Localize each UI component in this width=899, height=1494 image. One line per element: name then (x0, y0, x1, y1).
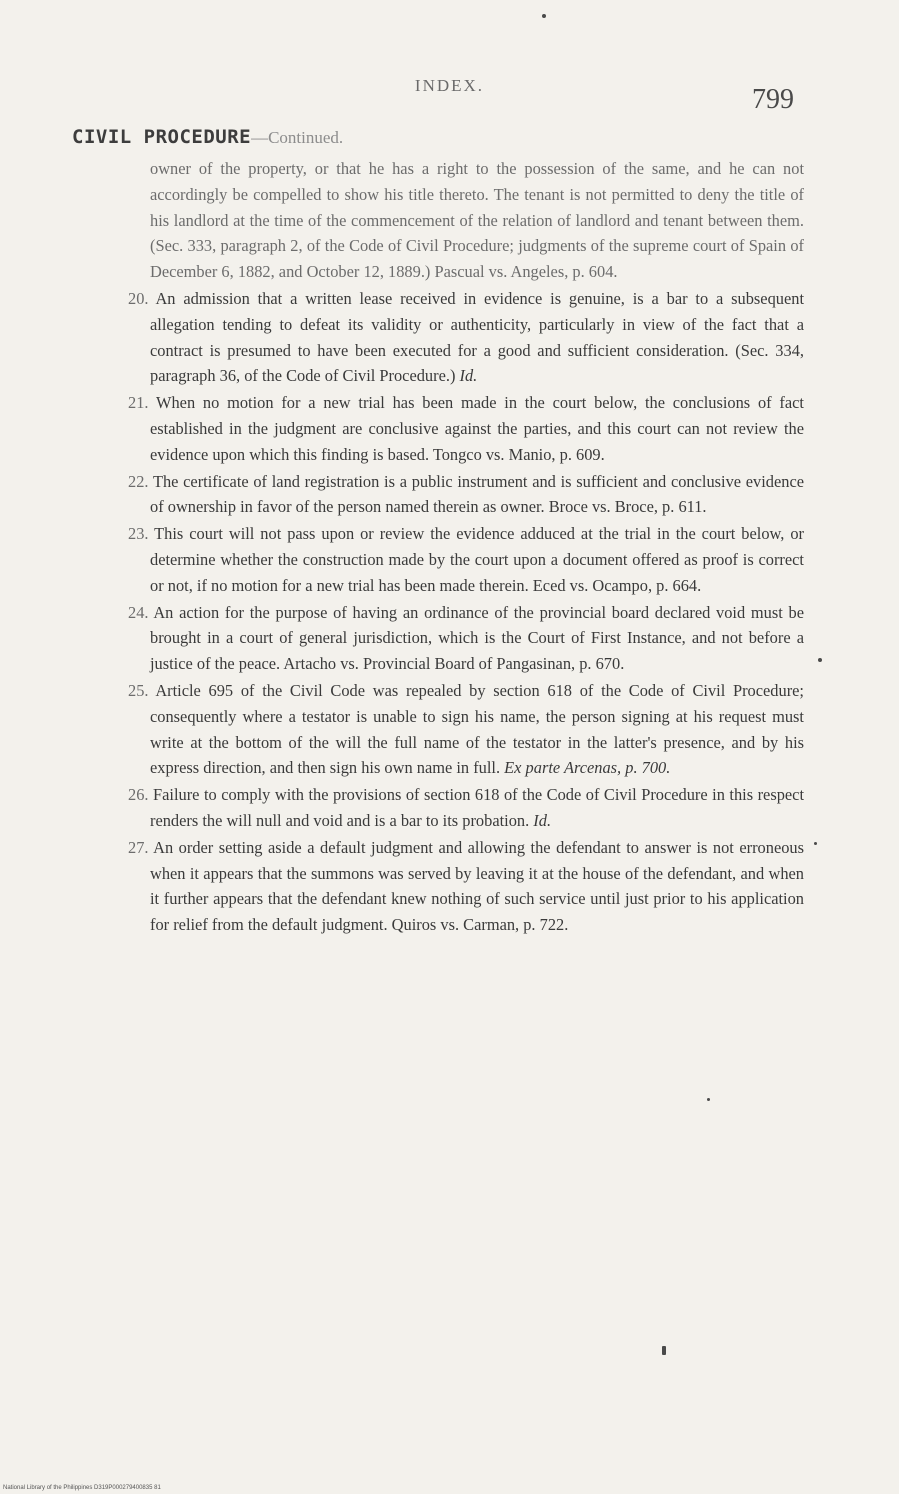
entry-citation: Ex parte Arcenas, p. 700. (504, 758, 671, 778)
index-entry-26 (128, 782, 804, 834)
entry-number: 22. (128, 471, 149, 491)
page-number: 799 (752, 84, 794, 115)
ink-speck (542, 14, 546, 18)
entry-text: An order setting aside a default judgment and allowing the defendant to answer is not erroneous when it appears that the summons was served by leaving it at the house of the defendant, and when it further appears that the defendant knew nothing of such service until just prior to his application for relief from the default judgment. Quiros vs. Carman, p. 722. (150, 837, 804, 935)
entry-number: 26. (128, 785, 149, 805)
entry-number: 23. (128, 524, 149, 544)
entry-citation: Id. (533, 810, 552, 830)
entry-text: When no motion for a new trial has been made in the court below, the conclusions of fact established in the judgment are conclusive against the parties, and this court can not review the evidence upon which this finding is based. Tongco vs. Manio, p. 609. (150, 393, 804, 464)
section-continued: —Continued. (251, 128, 344, 147)
entry-text: This court will not pass upon or review the evidence adduced at the trial in the court below, or determine whether the construction made by the court upon a document offered as proof is correct or not, if no motion for a new trial has been made therein. Eced vs. Ocampo, p. 664. (150, 524, 804, 595)
section-heading: CIVIL PROCEDURE (72, 126, 252, 148)
entry-number: 25. (128, 680, 149, 700)
index-body (128, 156, 804, 938)
ink-speck (707, 1098, 710, 1101)
index-entry-25 (128, 678, 804, 781)
entry-text: An action for the purpose of having an ordinance of the provincial board declared void must be brought in a court of general jurisdiction, which is the Court of First Instance, and not before a justice of the peace. Artacho vs. Provincial Board of Pangasinan, p. 670. (150, 602, 804, 674)
entry-text: Article 695 of the Civil Code was repealed by section 618 of the Code of Civil Procedure; consequently where a testator is unable to sign his name, the person signing at his request must write at the bottom of the will the full name of the testator in the latter's presence, and by his express direction, and then sign his own name in full. (150, 680, 804, 778)
entry-text: The certificate of land registration is a public instrument and is sufficient and conclusive evidence of ownership in favor of the person named therein as owner. Broce vs. Broce, p. 611. (150, 471, 804, 517)
continuation-paragraph: owner of the property, or that he has a right to the possession of the same, and he can not accordingly be compelled to show his title thereto. The tenant is not permitted to deny the title of his landlord at the time of the commencement of the relation of landlord and tenant between them. (Sec. 333, paragraph 2, of the Code of Civil Procedure; judgments of the supreme court of Spain of December 6, 1882, and October 12, 1889.) Pascual vs. Angeles, p. 604. (150, 159, 804, 282)
entry-citation: Id. (459, 366, 478, 386)
running-header: INDEX. (414, 76, 485, 95)
index-entry-24 (128, 600, 804, 677)
ink-speck (818, 658, 822, 662)
section-line (72, 126, 343, 149)
index-entry-21 (128, 390, 804, 467)
index-entry-27 (128, 835, 804, 938)
entry-number: 24. (128, 602, 149, 622)
scan-footer: National Library of the Philippines D319P000279400835 81 (3, 1485, 161, 1491)
entry-number: 21. (128, 393, 149, 413)
ink-speck (814, 842, 817, 845)
index-entry-23 (128, 521, 804, 598)
entry-number: 20. (128, 288, 149, 308)
index-entry-20 (128, 286, 804, 389)
entry-text: An admission that a written lease received in evidence is genuine, is a bar to a subsequent allegation tending to defeat its validity or authenticity, particularly in view of the fact that a contract is presumed to have been executed for a good and sufficient consideration. (Sec. 334, paragraph 36, of the Code of Civil Procedure.) (150, 288, 804, 386)
ink-speck (662, 1346, 666, 1355)
entry-text: Failure to comply with the provisions of section 618 of the Code of Civil Procedure in this respect renders the will null and void and is a bar to its probation. (150, 785, 804, 830)
index-entry-22 (128, 469, 804, 521)
entry-number: 27. (128, 837, 149, 857)
